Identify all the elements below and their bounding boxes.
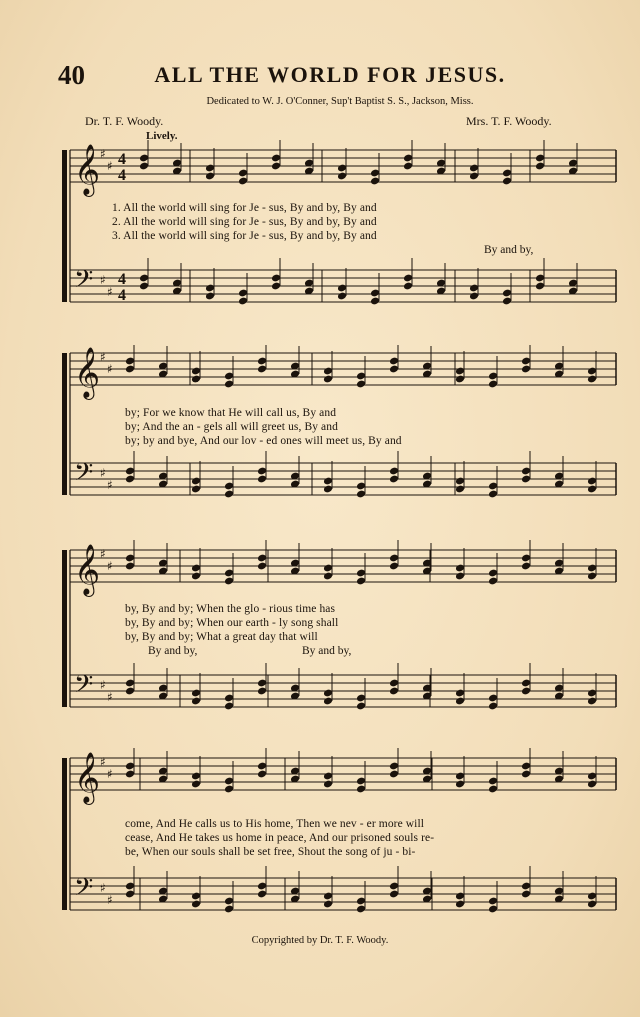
bass-clef-icon: 𝄢 [74, 458, 94, 493]
bass-staff-4 [70, 866, 616, 913]
sharp-icon: ♯ [107, 478, 113, 492]
lyric-line-2-3: by; by and bye, And our lov - ed ones will meet us, By and [125, 435, 402, 447]
bass-clef-icon: 𝄢 [74, 265, 94, 300]
lyricist-credit: Dr. T. F. Woody. [85, 114, 164, 128]
treble-clef-icon: 𝄞 [74, 347, 101, 398]
bass-staff-2 [70, 451, 616, 498]
lyric-line-4-3: be, When our souls shall be set free, Shout the song of ju - bi- [125, 846, 416, 858]
composer-credit: Mrs. T. F. Woody. [466, 114, 552, 128]
lyric-line-2-2: by; And the an - gels all will greet us, By and [125, 421, 338, 433]
music-system-1 [60, 140, 618, 340]
treble-staff-2 [70, 345, 616, 400]
system-brace [62, 150, 67, 302]
sharp-icon: ♯ [100, 678, 106, 692]
sharp-icon: ♯ [107, 285, 113, 299]
lyric-line-3-2: by, By and by; When our earth - ly song shall [125, 617, 339, 629]
sharp-icon: ♯ [107, 690, 113, 704]
bass-clef-icon: 𝄢 [74, 670, 94, 705]
lyric-line-1-3: 3. All the world will sing for Je - sus, By and by, By and [112, 230, 377, 242]
lyric-line-4-1: come, And He calls us to His home, Then we nev - er more will [125, 818, 425, 830]
tempo-marking: Lively. [146, 130, 178, 142]
time-signature: 4 [118, 287, 126, 304]
bass-clef-icon: 𝄢 [74, 873, 94, 908]
treble-clef-icon: 𝄞 [74, 752, 101, 803]
lyric-line-1-1: 1. All the world will sing for Je - sus, By and by, By and [112, 202, 377, 214]
music-system-2 [60, 345, 618, 515]
copyright-notice: Copyrighted by Dr. T. F. Woody. [251, 935, 389, 946]
sharp-icon: ♯ [107, 362, 113, 376]
sharp-icon: ♯ [100, 147, 106, 161]
system-brace [62, 353, 67, 495]
sharp-icon: ♯ [107, 767, 113, 781]
lyric-line-3-1: by, By and by; When the glo - rious time has [125, 603, 336, 615]
hymn-title: ALL THE WORLD FOR JESUS. [154, 62, 506, 87]
sharp-icon: ♯ [100, 755, 106, 769]
treble-staff-1 [70, 140, 616, 197]
music-system-4 [60, 748, 618, 928]
treble-staff-3 [70, 540, 616, 597]
lyric-line-3-3: by, By and by; What a great day that will [125, 631, 318, 643]
time-signature: 4 [118, 151, 126, 168]
bass-staff-3 [70, 663, 616, 710]
treble-clef-icon: 𝄞 [74, 144, 101, 195]
sharp-icon: ♯ [100, 547, 106, 561]
time-signature: 4 [118, 271, 126, 288]
treble-clef-icon: 𝄞 [74, 544, 101, 595]
page-number: 40 [58, 60, 85, 90]
sharp-icon: ♯ [100, 350, 106, 364]
dedication: Dedicated to W. J. O'Conner, Sup't Baptist S. S., Jackson, Miss. [206, 96, 474, 107]
system-brace [62, 550, 67, 707]
bass-staff-1 [70, 258, 616, 305]
treble-staff-4 [70, 748, 616, 805]
lyric-line-2-1: by; For we know that He will call us, By and [125, 407, 337, 419]
sharp-icon: ♯ [107, 159, 113, 173]
lyric-line-1-2: 2. All the world will sing for Je - sus, By and by, By and [112, 216, 377, 228]
sharp-icon: ♯ [107, 893, 113, 907]
echo-text-3a: By and by, [148, 645, 198, 657]
music-system-3 [60, 540, 618, 725]
echo-text-3b: By and by, [302, 645, 352, 657]
sharp-icon: ♯ [100, 881, 106, 895]
sharp-icon: ♯ [107, 559, 113, 573]
echo-text-1: By and by, [484, 244, 534, 256]
sharp-icon: ♯ [100, 466, 106, 480]
lyric-line-4-2: cease, And He takes us home in peace, And our prisoned souls re- [125, 832, 435, 844]
system-brace [62, 758, 67, 910]
time-signature: 4 [118, 167, 126, 184]
sharp-icon: ♯ [100, 273, 106, 287]
